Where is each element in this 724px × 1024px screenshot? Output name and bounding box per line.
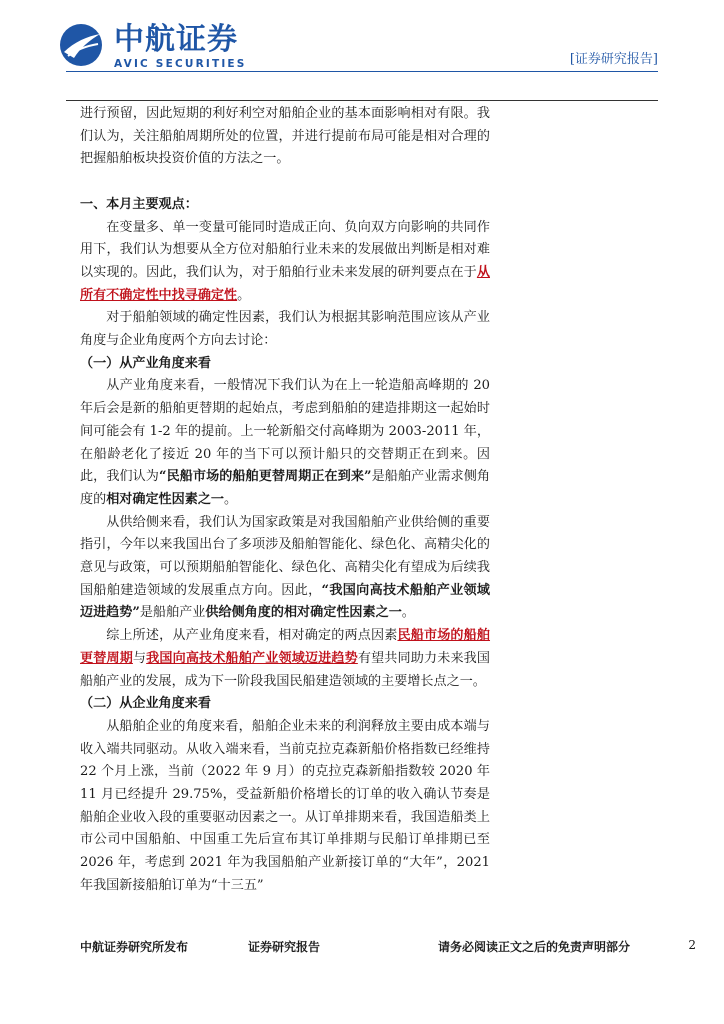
- paragraph-supply-side: [80, 512, 490, 626]
- highlight-replacement-cycle: 民船市场的船舶更替周期: [80, 628, 491, 666]
- footer-publisher: 中航证券研究所发布: [80, 940, 189, 954]
- section-heading-main-views: 一、本月主要观点：: [80, 196, 198, 212]
- highlight-high-tech-trend: 我国向高技术船舶产业领域迈进趋势: [146, 650, 358, 666]
- paragraph-demand-side: [80, 375, 490, 511]
- company-logo: [58, 22, 258, 72]
- document-body: [80, 103, 490, 898]
- logo-english-name: AVIC SECURITIES: [114, 58, 247, 70]
- avic-logo-icon: [58, 22, 104, 68]
- paragraph-industry-summary: [80, 625, 490, 693]
- paragraph-enterprise: 从船舶企业的角度来看，船舶企业未来的利润释放主要由成本端与收入端共同驱动。从收入端来看，当前克拉克森新船价格指数已经维持 22 个月上涨，当前（2022 年 9 月）的克拉克森新船指数较 2020 年 11 月已经提升 29.75%，受益新船价格增长的订单的收入确认节奏是船舶企业收入段的重要驱动因素之一。从订单排期来看，我国造船类上市公司中国船舶、中国重工先后宣布其订单排期与民船订单排期已至 2026 年，考虑到 2021 年为我国船舶产业新接订单的“大年”，2021 年我国新接船舶订单为“十三五”: [80, 718, 490, 893]
- emphasis-certainty: 相对确定性因素之一: [106, 491, 225, 507]
- text: 。: [224, 491, 238, 507]
- text: 从供给侧来看，我们认为国家政策是对我国船舶产业供给侧的重要指引，今年以来我国出台了多项涉及船舶智能化、绿色化、高精尖化的意见与政策，可以预期船舶智能化、绿色化、高精尖化有望成为后续我国船舶建造领域的发展重点方向。因此，: [80, 514, 490, 598]
- paragraph-uncertainty: [80, 217, 490, 308]
- paragraph-certainty-factors: 对于船舶领域的确定性因素，我们认为根据其影响范围应该从产业角度与企业角度两个方向去讨论：: [80, 310, 490, 349]
- text: 在变量多、单一变量可能同时造成正向、负向双方向影响的共同作用下，我们认为想要从全方位对船舶行业未来的发展做出判断是相对难以实现的。因此，我们认为，对于船舶行业未来发展的研判要点在于: [80, 219, 490, 280]
- logo-chinese-name: 中航证券: [114, 22, 238, 57]
- subheading-enterprise-view: （二）从企业角度来看: [80, 696, 211, 712]
- text: 从产业角度来看，一般情况下我们认为在上一轮造船高峰期的 20 年后会是新的船舶更替期的起始点，考虑到船舶的建造排期这一起始时间可能会有 1-2 年的提前。上一轮新船交付高峰期为 2003-2011 年，在船龄老化了接近 20 年的当下可以预计船只的交替期正在到来。因此，我们认为: [80, 378, 490, 485]
- report-type-tag: [证券研究报告]: [569, 52, 658, 67]
- emphasis-supply-certainty: 供给侧角度的相对确定性因素之一: [205, 605, 402, 621]
- subheading-industry-view: （一）从产业角度来看: [80, 355, 211, 371]
- footer-disclaimer: 请务必阅读正文之后的免责声明部分: [438, 940, 631, 954]
- text: 。: [401, 605, 415, 621]
- highlight-certainty: 从所有不确定性中找寻确定性: [80, 264, 490, 303]
- emphasis-replacement-cycle: “民船市场的船舶更替周期正在到来”: [158, 469, 372, 485]
- text: 有望共同助力未来我国船舶产业的发展，成为下一阶段我国民船建造领域的主要增长点之一。: [80, 650, 491, 689]
- text: 与: [132, 650, 147, 666]
- text: 是船舶产业需求侧角度的: [80, 469, 491, 507]
- page-header: [0, 0, 724, 100]
- text: 综上所述，从产业角度来看，相对确定的两点因素: [106, 628, 398, 644]
- page-number: 2: [688, 938, 696, 952]
- footer-report-type: 证券研究报告: [248, 940, 321, 954]
- text: 。: [237, 287, 251, 303]
- header-divider-dark: [66, 100, 658, 101]
- emphasis-high-tech-trend: “我国向高技术船舶产业领域迈进趋势”: [80, 582, 491, 621]
- intro-paragraph: 进行预留，因此短期的利好利空对船舶企业的基本面影响相对有限。我们认为，关注船舶周期所处的位置，并进行提前布局可能是相对合理的把握船舶板块投资价值的方法之一。: [80, 106, 490, 167]
- header-divider-blue: [66, 71, 658, 72]
- text: 是船舶产业: [139, 605, 206, 621]
- page-footer: [80, 938, 696, 958]
